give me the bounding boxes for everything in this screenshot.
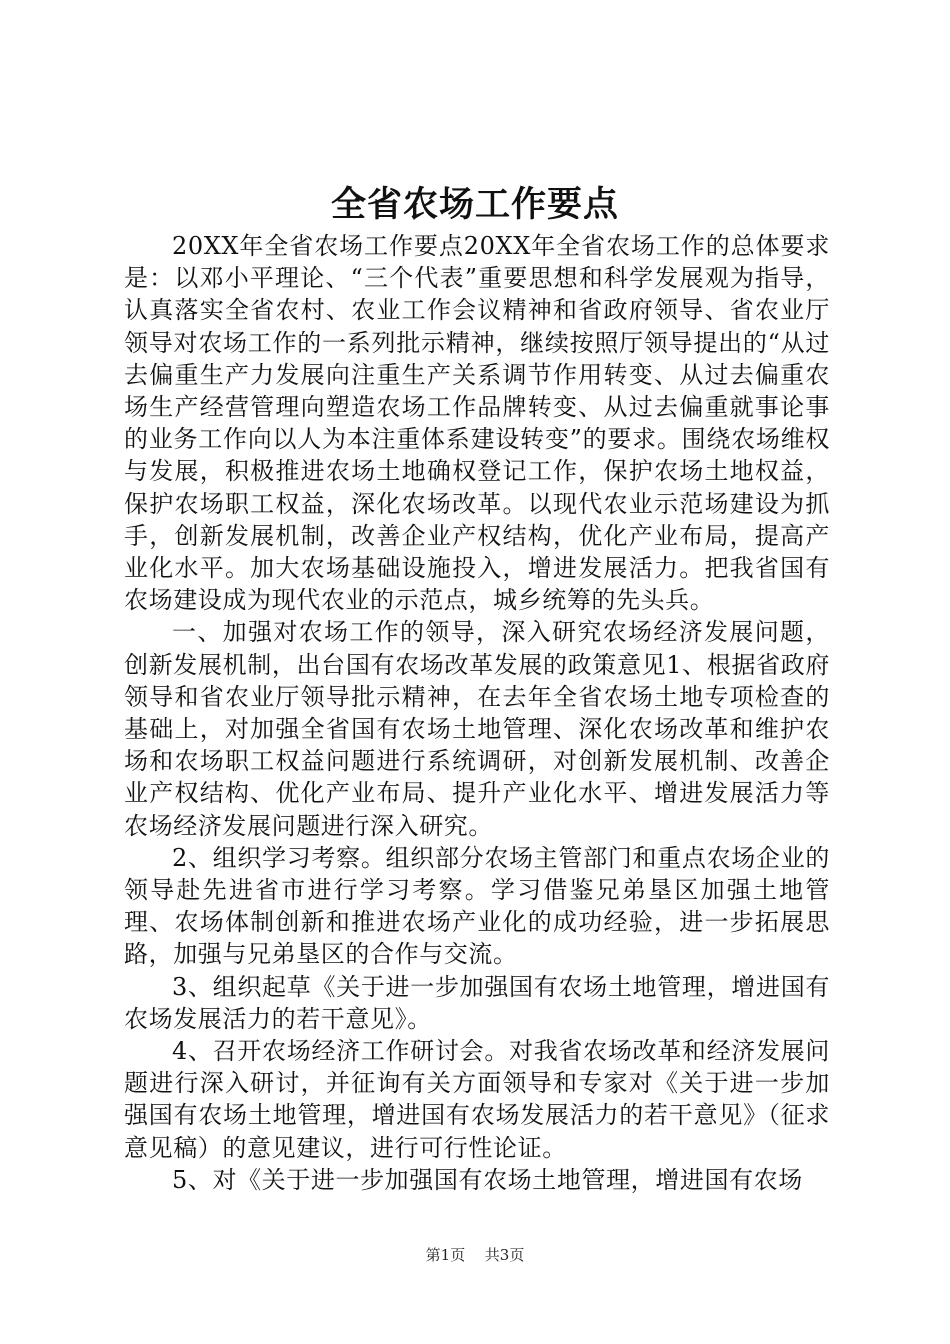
- paragraph-intro: 20XX年全省农场工作要点20XX年全省农场工作的总体要求是：以邓小平理论、“三个代表”重要思想和科学发展观为指导，认真落实全省农村、农业工作会议精神和省政府领导、省农业厅领导对农场工作的一系列批示精神，继续按照厅领导提出的“从过去偏重生产力发展向注重生产关系调节作用转变、从过去偏重农场生产经营管理向塑造农场工作品牌转变、从过去偏重就事论事的业务工作向以人为本注重体系建设转变”的要求。围绕农场维权与发展，积极推进农场土地确权登记工作，保护农场土地权益，保护农场职工权益，深化农场改革。以现代农业示范场建设为抓手，创新发展机制，改善企业产权结构，优化产业布局，提高产业化水平。加大农场基础设施投入，增进发展活力。把我省国有农场建设成为现代农业的示范点，城乡统筹的先头兵。: [124, 232, 830, 615]
- document-body: [124, 230, 830, 1196]
- paragraph-item-2: 2、组织学习考察。组织部分农场主管部门和重点农场企业的领导赴先进省市进行学习考察。学习借鉴兄弟垦区加强土地管理、农场体制创新和推进农场产业化的成功经验，进一步拓展思路，加强与兄弟垦区的合作与交流。: [124, 843, 830, 969]
- document-title: 全省农场工作要点: [330, 184, 619, 225]
- paragraph-item-3: 3、组织起草《关于进一步加强国有农场土地管理，增进国有农场发展活力的若干意见》。: [124, 972, 830, 1033]
- page-number-current: 第1页: [425, 1246, 466, 1264]
- paragraph-item-5: 5、对《关于进一步加强国有农场土地管理，增进国有农场: [172, 1165, 803, 1194]
- paragraph-item-4: 4、召开农场经济工作研讨会。对我省农场改革和经济发展问题进行深入研讨，并征询有关方面领导和专家对《关于进一步加强国有农场土地管理，增进国有农场发展活力的若干意见》（征求意见稿）的意见建议，进行可行性论证。: [124, 1037, 830, 1162]
- page-footer: [0, 1244, 950, 1266]
- paragraph-section-1: 一、加强对农场工作的领导，深入研究农场经济发展问题，创新发展机制，出台国有农场改革发展的政策意见1、根据省政府领导和省农业厅领导批示精神，在去年全省农场土地专项检查的基础上，对加强全省国有农场土地管理、深化农场改革和维护农场和农场职工权益问题进行系统调研，对创新发展机制、改善企业产权结构、优化产业布局、提升产业化水平、增进发展活力等农场经济发展问题进行深入研究。: [124, 618, 830, 840]
- page-number-total: 共3页: [484, 1246, 525, 1264]
